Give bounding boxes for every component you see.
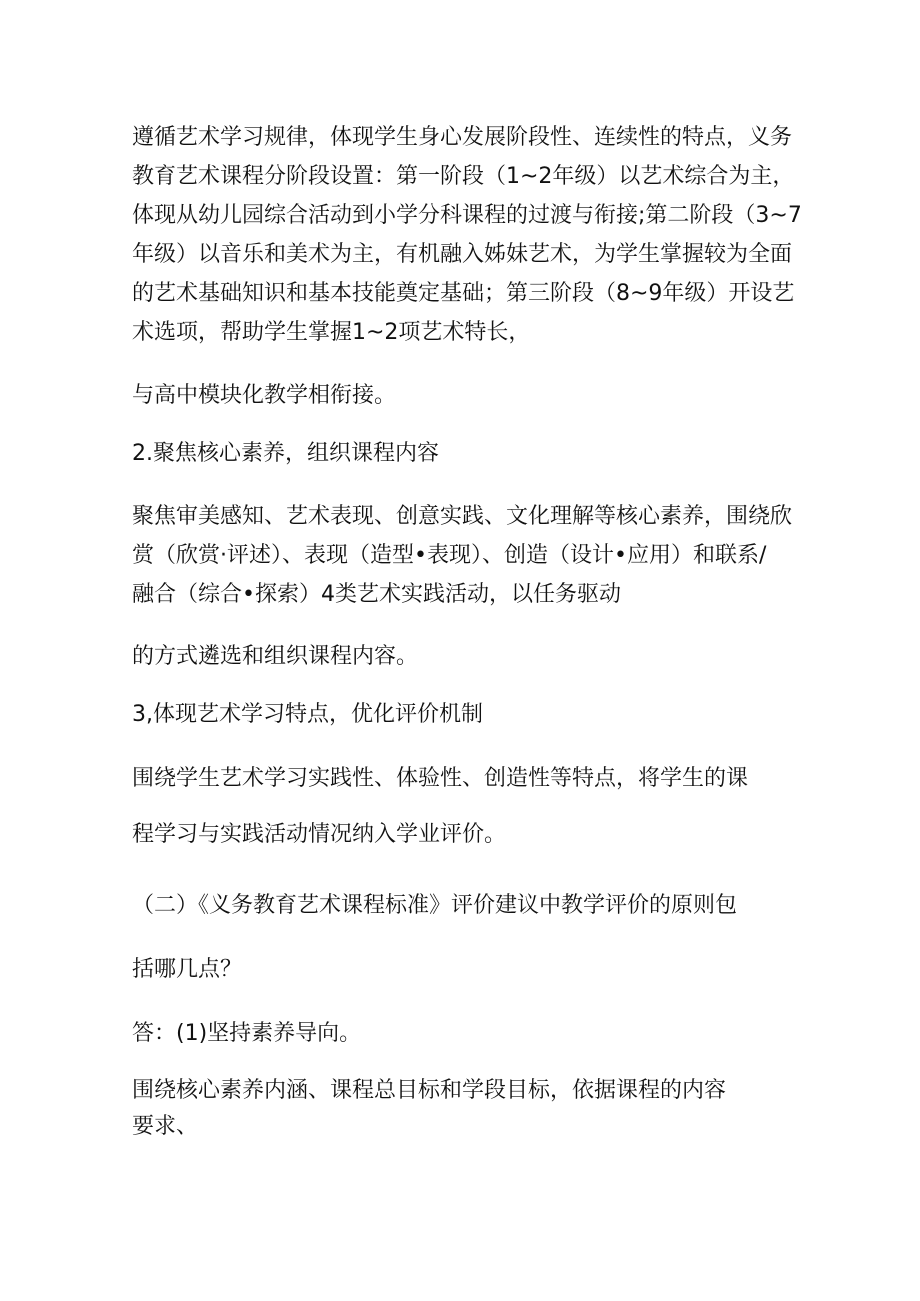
paragraph-learning-features: 围绕学生艺术学习实践性、体验性、创造性等特点，将学生的课 [132,766,749,791]
paragraph-continuation: 与高中模块化教学相衔接。 [132,383,397,408]
answer-heading: 答：(1)坚持素养导向。 [132,1021,362,1046]
text-line: 教育艺术课程分阶段设置：第一阶段（1~2年级）以艺术综合为主， [132,164,795,189]
text-line: 赏（欣赏·评述）、表现（造型•表现）、创造（设计•应用）和联系/ [132,543,767,568]
section-heading-3: 3,体现艺术学习特点，优化评价机制 [132,702,483,727]
paragraph-core-literacy [132,497,792,614]
question-line: 括哪几点？ [132,957,243,982]
text-line: 的艺术基础知识和基本技能奠定基础；第三阶段（8~9年级）开设艺 [132,281,795,306]
text-line: 聚焦审美感知、艺术表现、创意实践、文化理解等核心素养，围绕欣 [132,504,793,529]
text-line: 术选项，帮助学生掌握1~2项艺术特长， [132,320,531,345]
section-heading-2: 2.聚焦核心素养，组织课程内容 [132,441,439,466]
paragraph-continuation: 程学习与实践活动情况纳入学业评价。 [132,822,507,847]
question-line: （二）《义务教育艺术课程标准》评价建议中教学评价的原则包 [132,893,738,918]
paragraph-answer [132,1071,792,1144]
text-line: 要求、 [132,1114,199,1139]
paragraph-stage-design [132,118,802,352]
paragraph-continuation: 的方式遴选和组织课程内容。 [132,644,419,669]
text-line: 年级）以音乐和美术为主，有机融入姊妹艺术，为学生掌握较为全面 [132,242,793,267]
text-line: 体现从幼儿园综合活动到小学分科课程的过渡与衔接;第二阶段（3~7 [132,203,802,228]
text-line: 遵循艺术学习规律，体现学生身心发展阶段性、连续性的特点，义务 [132,125,793,150]
text-line: 围绕核心素养内涵、课程总目标和学段目标，依据课程的内容 [132,1078,727,1103]
text-line: 融合（综合•探索）4类艺术实践活动，以任务驱动 [132,582,621,607]
